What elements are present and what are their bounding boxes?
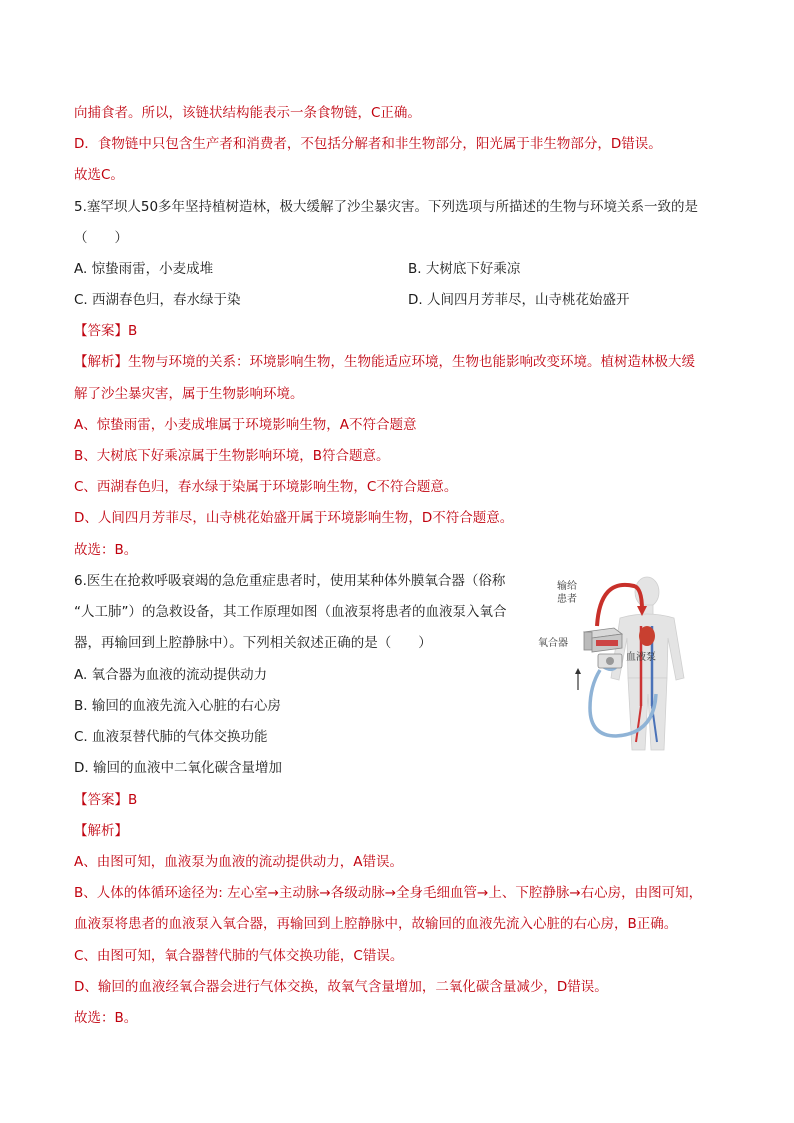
q5-answer: 【答案】B [74,323,138,339]
label-input-line2: 患者 [557,594,577,605]
q5-stem-line-2: （ ） [74,230,128,246]
q6-conclusion: 故选：B。 [74,1010,138,1026]
q6-analysis-title: 【解析】 [74,823,128,839]
q5-analysis-b: B、大树底下好乘凉属于生物影响环境，B符合题意。 [74,448,390,464]
q4-conclusion: 故选C。 [74,167,124,183]
q5-stem-line-1: 5.塞罕坝人50多年坚持植树造林，极大缓解了沙尘暴灾害。下列选项与所描述的生物与环境关系一致的是 [74,199,699,215]
label-blood-pump: 血液泵 [626,652,656,663]
q5-option-c: C. 西湖春色归，春水绿于染 [74,292,241,308]
q4-text-line: 向捕食者。所以，该链状结构能表示一条食物链，C正确。 [74,105,421,121]
q5-analysis-d: D、人间四月芳菲尽，山寺桃花始盛开属于环境影响生物，D不符合题意。 [74,510,514,526]
q6-option-b: B. 输回的血液先流入心脏的右心房 [74,698,281,714]
label-oxygenator: 氧合器 [538,638,568,649]
q6-stem-line-1: 6.医生在抢救呼吸衰竭的急危重症患者时，使用某种体外膜氧合器（俗称 [74,573,506,589]
up-arrow-icon [575,668,581,674]
label-input-line1: 输给 [557,581,577,592]
q6-stem-line-3: 器，再输回到上腔静脉中）。下列相关叙述正确的是（ ） [74,635,432,651]
q6-stem-line-2: “人工肺”）的急救设备，其工作原理如图（血液泵将患者的血液泵入氧合 [74,604,507,620]
ecmo-diagram [524,566,720,752]
q5-analysis-a: A、惊蛰雨雷，小麦成堆属于环境影响生物，A不符合题意 [74,417,417,433]
q5-conclusion: 故选：B。 [74,542,138,558]
q6-option-c: C. 血液泵替代肺的气体交换功能 [74,729,268,745]
q6-analysis-c: C、由图可知，氧合器替代肺的气体交换功能，C错误。 [74,948,404,964]
q5-option-b: B. 大树底下好乘凉 [408,261,521,277]
q6-option-d: D. 输回的血液中二氧化碳含量增加 [74,760,282,776]
q5-analysis-c: C、西湖春色归，春水绿于染属于环境影响生物，C不符合题意。 [74,479,458,495]
blood-pump-device [598,654,622,668]
q6-answer: 【答案】B [74,792,138,808]
q6-option-a: A. 氧合器为血液的流动提供动力 [74,667,268,683]
oxygenator-device [584,628,622,652]
q6-analysis-b-line-1: B、人体的体循环途径为: 左心室→主动脉→各级动脉→全身毛细血管→上、下腔静脉→右心房，由图可知， [74,885,703,901]
q6-analysis-a: A、由图可知，血液泵为血液的流动提供动力，A错误。 [74,854,403,870]
q5-option-d: D. 人间四月芳菲尽，山寺桃花始盛开 [408,292,630,308]
q5-option-a: A. 惊蛰雨雷，小麦成堆 [74,261,214,277]
q5-analysis-line-2: 解了沙尘暴灾害，属于生物影响环境。 [74,386,304,402]
q6-analysis-b-line-2: 血液泵将患者的血液泵入氧合器，再输回到上腔静脉中，故输回的血液先流入心脏的右心房，B正确。 [74,916,678,932]
q6-analysis-d: D、输回的血液经氧合器会进行气体交换，故氧气含量增加，二氧化碳含量减少，D错误。 [74,979,608,995]
q5-analysis-line-1: 【解析】生物与环境的关系：环境影响生物，生物能适应环境，生物也能影响改变环境。植树造林极大缓 [74,354,695,370]
q4-option-d-explanation: D．食物链中只包含生产者和消费者，不包括分解者和非生物部分，阳光属于非生物部分，D错误。 [74,136,662,152]
